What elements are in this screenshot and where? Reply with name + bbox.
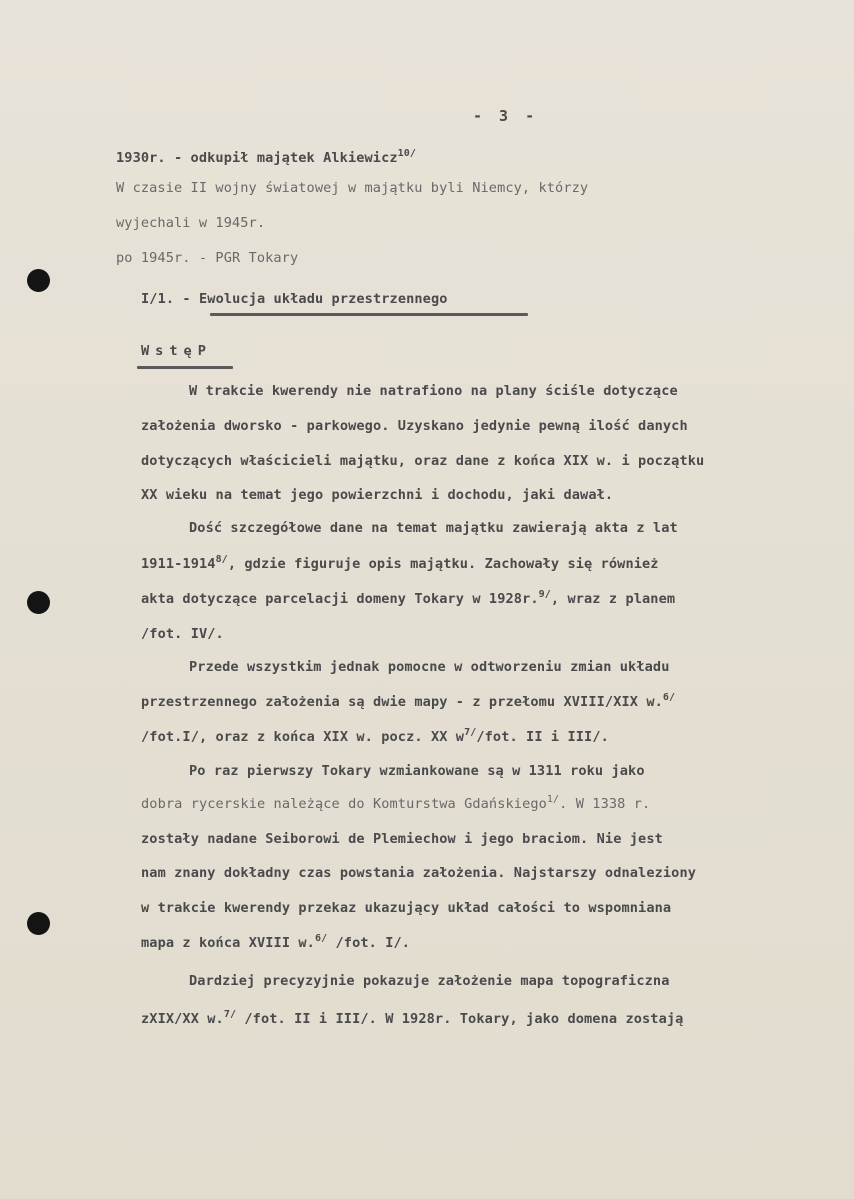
text-line xyxy=(141,933,410,955)
text-span: /fot.I/, oraz z końca XIX w. pocz. XX w xyxy=(141,729,465,745)
text-span: dobra rycerskie należące do Komturstwa Gdańskiego xyxy=(141,796,547,812)
text-line: Dardziej precyzyjnie pokazuje założenie mapa topograficzna xyxy=(189,973,670,989)
text-span: , gdzie figuruje opis majątku. Zachowały się również xyxy=(227,556,659,572)
text-line: Przede wszystkim jednak pomocne w odtworzeniu zmian układu xyxy=(189,659,670,675)
text-line: po 1945r. - PGR Tokary xyxy=(116,250,299,266)
text-line: dotyczących właścicieli majątku, oraz dane z końca XIX w. i początku xyxy=(141,453,705,469)
text-line: w trakcie kwerendy przekaz ukazujący układ całości to wspomniana xyxy=(141,900,672,916)
subheading-underline xyxy=(137,366,233,369)
text-line: W trakcie kwerendy nie natrafiono na plany ściśle dotyczące xyxy=(189,383,678,399)
page-number: - 3 - xyxy=(473,107,539,125)
text-line: założenia dworsko - parkowego. Uzyskano jedynie pewną ilość danych xyxy=(141,418,688,434)
text-line xyxy=(141,554,659,576)
text-line xyxy=(141,727,609,749)
footnote-ref: 1/ xyxy=(546,794,560,805)
footnote-ref: 6/ xyxy=(314,933,328,944)
text-span: , wraz z planem xyxy=(550,591,676,607)
text-line: /fot. IV/. xyxy=(141,626,224,642)
text-span: mapa z końca XVIII w. xyxy=(141,935,315,951)
text-span: 1911-1914 xyxy=(141,556,216,572)
text-line: XX wieku na temat jego powierzchni i dochodu, jaki dawał. xyxy=(141,487,614,503)
text-span: akta dotyczące parcelacji domeny Tokary w 1928r. xyxy=(141,591,539,607)
punch-hole xyxy=(27,912,50,935)
text-line xyxy=(141,692,675,714)
footnote-ref: 7/ xyxy=(464,727,477,738)
footnote-ref: 10/ xyxy=(397,148,417,159)
text-line xyxy=(141,589,675,611)
text-span: przestrzennego założenia są dwie mapy - z przełomu XVIII/XIX w. xyxy=(141,694,663,710)
text-line: W czasie II wojny światowej w majątku byli Niemcy, którzy xyxy=(116,180,589,196)
text-line: nam znany dokładny czas powstania założenia. Najstarszy odnaleziony xyxy=(141,865,697,881)
punch-hole xyxy=(27,591,50,614)
footnote-ref: 6/ xyxy=(662,692,676,703)
section-number: I/1. - xyxy=(141,291,199,307)
text-line: Po raz pierwszy Tokary wzmiankowane są w 1311 roku jako xyxy=(189,763,645,779)
text-line: zostały nadane Seiborowi de Plemiechow i jego braciom. Nie jest xyxy=(141,831,663,847)
subheading: WstęP xyxy=(141,343,212,359)
section-title: Ewolucja układu przestrzennego xyxy=(199,291,448,307)
text-span: /fot. II i III/. xyxy=(476,729,609,745)
text-span: zXIX/XX w. xyxy=(141,1011,224,1027)
punch-hole xyxy=(27,269,50,292)
text-span: 1930r. - odkupił majątek Alkiewicz xyxy=(116,150,398,166)
text-line xyxy=(116,148,416,170)
text-span: /fot. I/. xyxy=(327,935,411,951)
text-line xyxy=(141,1009,683,1031)
footnote-ref: 9/ xyxy=(538,589,551,600)
text-span: /fot. II i III/. W 1928r. Tokary, jako domena zostają xyxy=(236,1011,684,1027)
footnote-ref: 8/ xyxy=(215,554,228,565)
footnote-ref: 7/ xyxy=(223,1009,237,1020)
text-line: wyjechali w 1945r. xyxy=(116,215,266,231)
text-span: . W 1338 r. xyxy=(559,796,651,812)
text-line: Dość szczegółowe dane na temat majątku zawierają akta z lat xyxy=(189,520,678,536)
heading-underline xyxy=(210,313,528,316)
text-line xyxy=(141,794,650,816)
section-heading xyxy=(141,289,448,309)
